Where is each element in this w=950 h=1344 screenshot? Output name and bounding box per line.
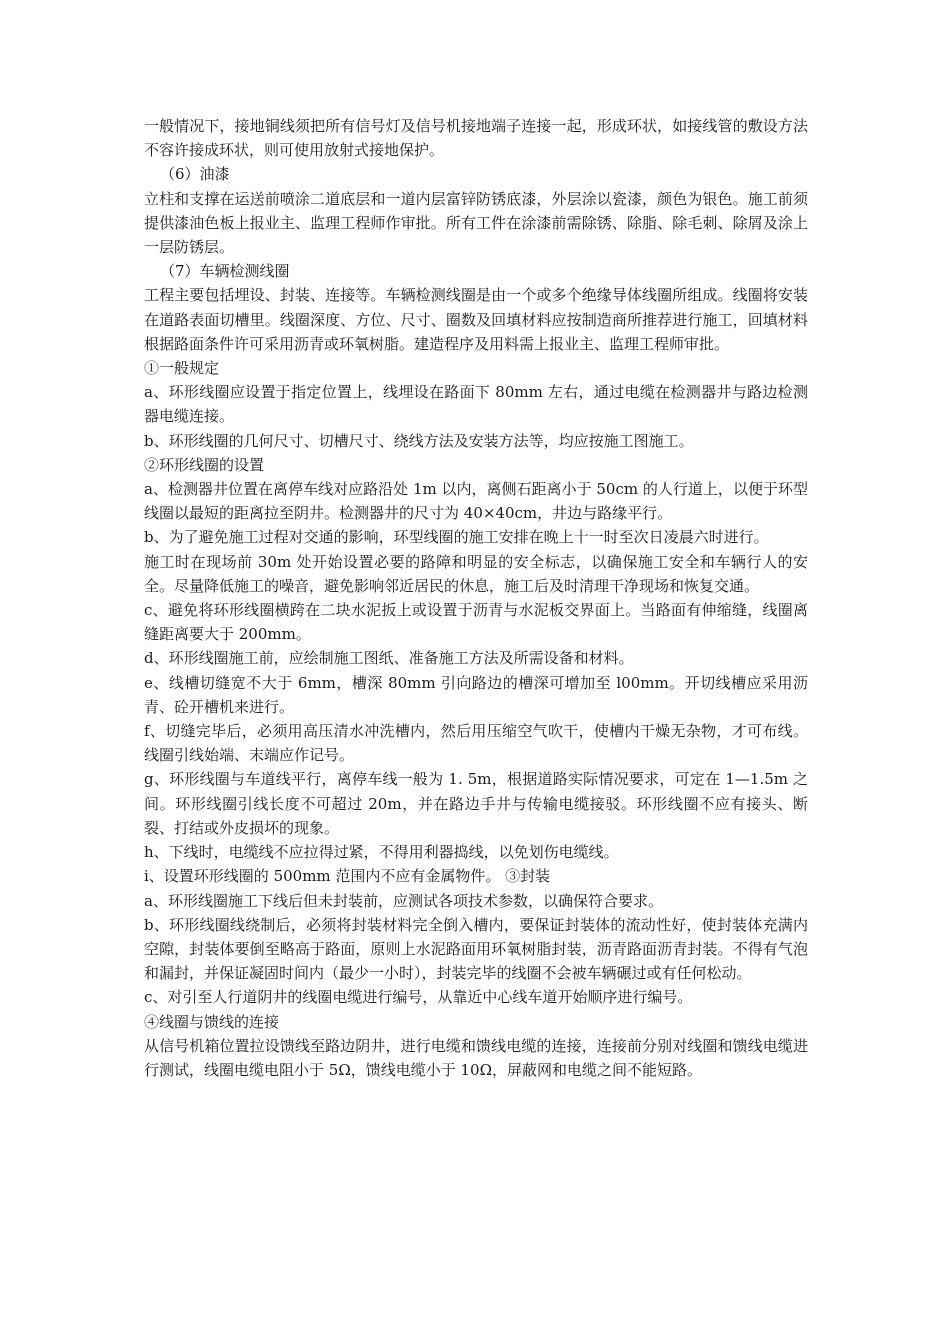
paragraph-setup-e: e、线槽切缝宽不大于 6mm，槽深 80mm 引向路边的槽深可增加至 l00mm。开切线槽应采用沥青、砼开槽机来进行。 [144, 673, 808, 716]
paragraph-feeder-connection: 从信号机箱位置拉设馈线至路边阴井，进行电缆和馈线电缆的连接，连接前分别对线圈和馈线电缆进行测试，线圈电缆电阻小于 5Ω，馈线电缆小于 10Ω，屏蔽网和电缆之间不能短路。 [144, 1036, 808, 1079]
paragraph-seal-c: c、对引至人行道阴井的线圈电缆进行编号，从靠近中心线车道开始顺序进行编号。 [144, 988, 693, 1007]
paragraph-setup-i: i、设置环形线圈的 500mm 范围内不应有金属物件。 ③封装 [144, 867, 551, 886]
paragraph-grounding: 一般情况下，接地铜线须把所有信号灯及信号机接地端子连接一起，形成环状，如接线管的敷设方法不容许接成环状，则可使用放射式接地保护。 [144, 117, 808, 160]
paragraph-setup-safety: 施工时在现场前 30m 处开始设置必要的路障和明显的安全标志，以确保施工安全和车辆行人的安全。尽量降低施工的噪音，避免影响邻近居民的休息，施工后及时清理干净现场和恢复交通。 [144, 552, 808, 595]
paragraph-setup-h: h、下线时，电缆线不应拉得过紧，不得用利器捣线，以免划伤电缆线。 [144, 843, 619, 862]
heading-vehicle-loop: （7）车辆检测线圈 [160, 262, 290, 281]
paragraph-paint: 立柱和支撑在运送前喷涂二道底层和一道内层富锌防锈底漆，外层涂以瓷漆，颜色为银色。施工前须提供漆油色板上报业主、监理工程师作审批。所有工件在涂漆前需除锈、除脂、除毛刺、除屑及涂上一层防锈层。 [144, 189, 808, 257]
heading-feeder-connection: ④线圈与馈线的连接 [144, 1012, 280, 1031]
heading-paint: （6）油漆 [160, 165, 230, 184]
paragraph-setup-f: f、切缝完毕后，必须用高压清水冲洗槽内，然后用压缩空气吹干，使槽内干燥无杂物，才可布线。线圈引线始端、末端应作记号。 [144, 722, 808, 765]
paragraph-rule-a: a、环形线圈应设置于指定位置上，线埋设在路面下 80mm 左右，通过电缆在检测器井与路边检测器电缆连接。 [144, 383, 808, 426]
paragraph-setup-c: c、避免将环形线圈横跨在二块水泥扳上或设置于沥青与水泥板交界面上。当路面有伸缩缝，线圈离缝距离要大于 200mm。 [144, 601, 808, 644]
paragraph-seal-b: b、环形线圈线绕制后，必须将封装材料完全倒入槽内，要保证封装体的流动性好，使封装体充满内空隙，封装体要倒至略高于路面，原则上水泥路面用环氧树脂封装，沥青路面沥青封装。不得有气泡和漏封，并保证凝固时间内（最少一小时），封装完毕的线圈不会被车辆碾过或有任何松动。 [144, 915, 808, 983]
paragraph-setup-d: d、环形线圈施工前，应绘制施工图纸、准备施工方法及所需设备和材料。 [144, 649, 634, 668]
paragraph-vehicle-loop: 工程主要包括埋设、封装、连接等。车辆检测线圈是由一个或多个绝缘导体线圈所组成。线圈将安装在道路表面切槽里。线圈深度、方位、尺寸、圈数及回填材料应按制造商所推荐进行施工，回填材料根据路面条件许可采用沥青或环氧树脂。建造程序及用料需上报业主、监理工程师审批。 [144, 286, 808, 353]
paragraph-setup-g: g、环形线圈与车道线平行，离停车线一般为 1. 5m，根据道路实际情况要求，可定在 1—1.5m 之间。环形线圈引线长度不可超过 20m，并在路边手井与传输电缆接驳。环形线圈不应有接头、断裂、打结或外皮损坏的现象。 [144, 770, 808, 837]
paragraph-seal-a: a、环形线圈施工下线后但未封装前，应测试各项技术参数，以确保符合要求。 [144, 891, 663, 910]
paragraph-rule-b: b、环形线圈的几何尺寸、切槽尺寸、绕线方法及安装方法等，均应按施工图施工。 [144, 431, 694, 450]
paragraph-setup-a: a、检测器井位置在离停车线对应路沿处 1m 以内，离侧石距离小于 50cm 的人行道上，以便于环型线圈以最短的距离拉至阴井。检测器井的尺寸为 40×40cm，井边与路缘平行。 [144, 480, 808, 523]
heading-general-rules: ①一般规定 [144, 359, 220, 378]
paragraph-setup-b: b、为了避免施工过程对交通的影响，环型线圈的施工安排在晚上十一时至次日凌晨六时进行。 [144, 528, 769, 547]
heading-loop-setup: ②环形线圈的设置 [144, 455, 265, 474]
document-page [144, 114, 808, 1082]
